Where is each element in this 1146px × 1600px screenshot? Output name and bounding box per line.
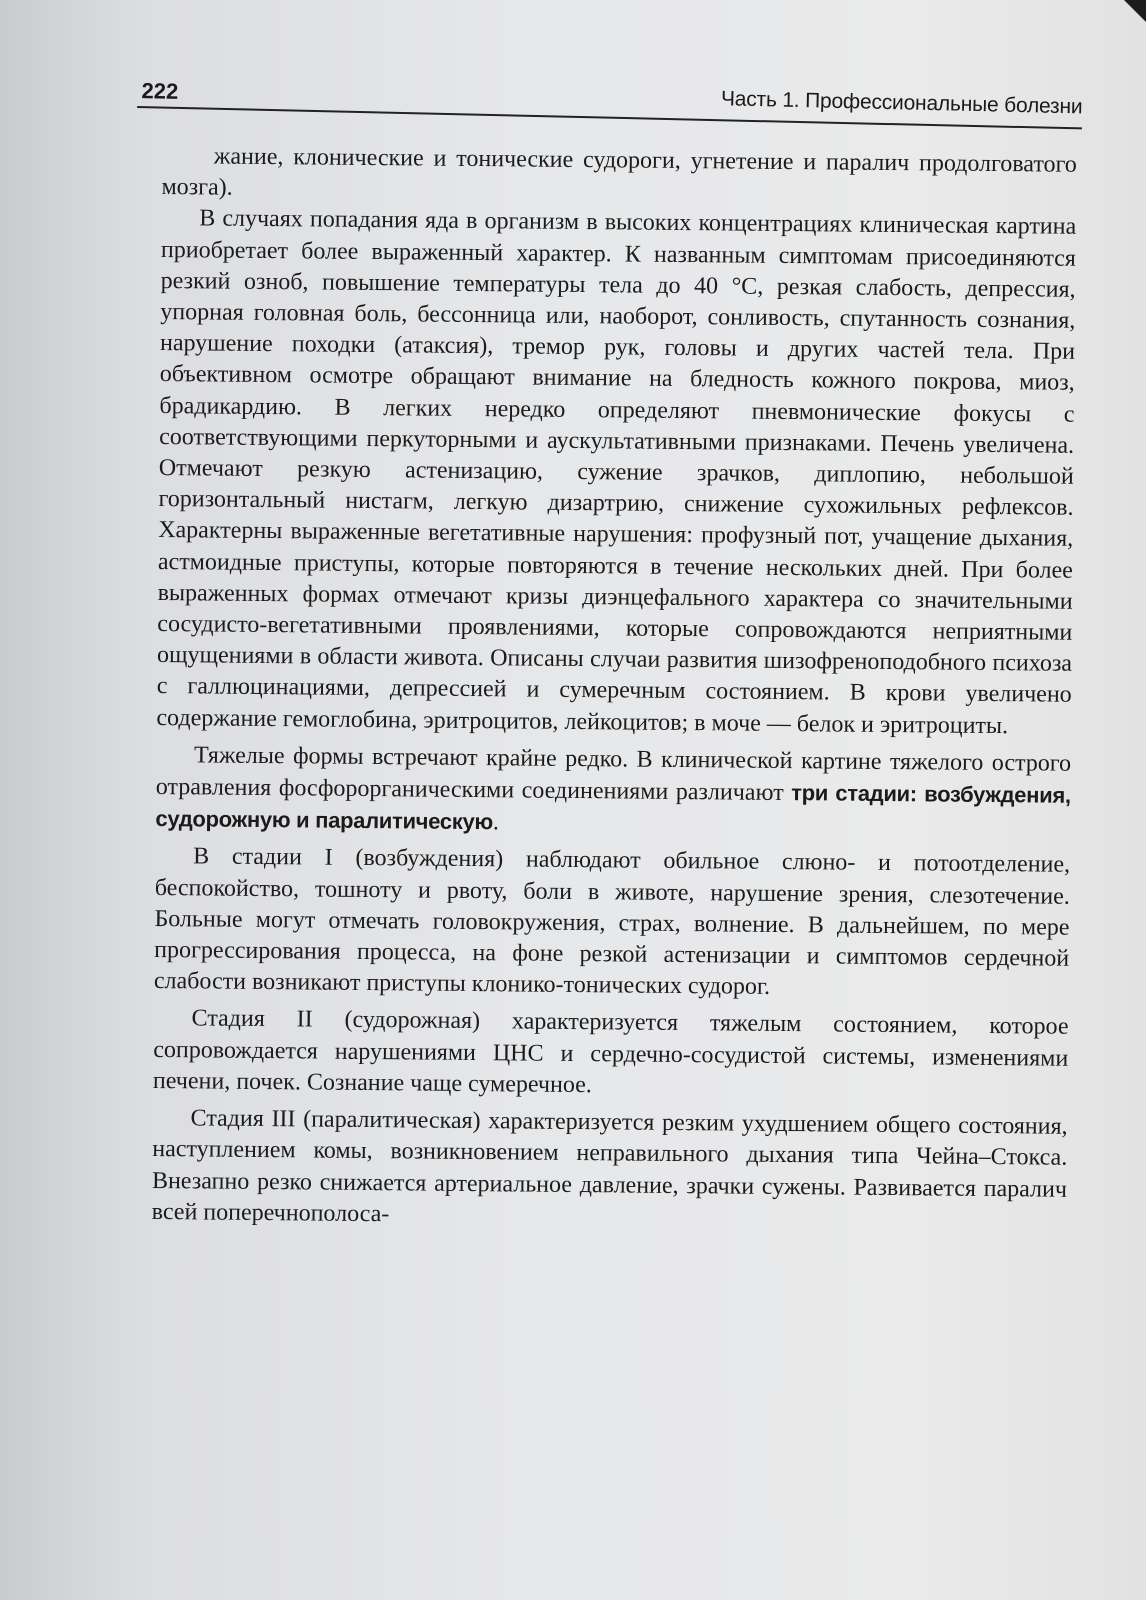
page-number: 222 — [141, 78, 179, 104]
paragraph-stage-2: Стадия II (судорожная) характеризуется тяжелым состоянием, которое сопровождается нарушениями ЦНС и сердечно-сосудистой системы, изменениями печени, почек. Сознание чаще сумеречное. — [152, 1005, 1069, 1099]
severe-forms-text: Тяжелые формы встречают крайне редко. В клинической картине тяжелого острого отравления фосфорорганическими соединениями различают — [155, 742, 1072, 807]
paragraph-continuation: жание, клонические и тонические судороги, угнетение и паралич продолговатого мозга). — [161, 143, 1077, 201]
paragraph-severe-forms — [155, 740, 1071, 844]
body-text — [152, 141, 1077, 1237]
paragraph-stage-3: Стадия III (паралитическая) характеризуется резким ухудшением общего состояния, наступлением комы, возникновением неправильного дыхания типа Чейна–Стокса. Внезапно резко снижается артериальное давление, зрачки сужены. Развивается паралич всей поперечнополоса- — [151, 1105, 1068, 1227]
severe-forms-end: . — [492, 809, 500, 836]
three-stages-bold: три стадии: возбуждения, судорожную и паралитическую — [155, 780, 1071, 835]
page-header — [137, 70, 1083, 151]
running-title: Часть 1. Профессиональные болезни — [720, 87, 1083, 119]
page-corner-shadow — [1124, 0, 1146, 22]
paragraph-high-concentration: В случаях попадания яда в организм в высоких концентрациях клиническая картина приобретает более выраженный характер. К названным симптомам присоединяются резкий озноб, повышение температуры тела до 40 °С, резкая слабость, депрессия, упорная головная боль, бессонница или, наоборот, сонливость, спутанность сознания, нарушение походки (атаксия), тремор рук, головы и других частей тела. При объективном осмотре обращают внимание на бледность кожного покрова, миоз, брадикардию. В легких нередко определяют пневмонические фокусы с соответствующими перкуторными и аускультативными признаками. Печень увеличена. Отмечают резкую астенизацию, сужение зрачков, диплопию, небольшой горизонтальный нистагм, легкую дизартрию, снижение сухожильных рефлексов. Характерны выраженные вегетативные нарушения: профузный пот, учащение дыхания, астмоидные приступы, которые повторяются в течение нескольких дней. При более выраженных формах отмечают кризы диэнцефального характера со значительными сосудисто-вегетативными проявлениями, которые сопровождаются неприятными ощущениями в области живота. Описаны случаи развития шизофреноподобного психоза с галлюцинациями, депрессией и сумеречным состоянием. В крови увеличено содержание гемоглобина, эритроцитов, лейкоцитов; в моче — белок и эритроциты. — [156, 205, 1077, 739]
paragraph-stage-1: В стадии I (возбуждения) наблюдают обильное слюно- и потоотделение, беспокойство, тошноту и рвоту, боли в животе, нарушение зрения, слезотечение. Больные могут отмечать головокружения, страх, волнение. В дальнейшем, по мере прогрессирования процесса, на фоне резкой астенизации и симптомов сердечной слабости возникают приступы клонико-тонических судорог. — [153, 843, 1071, 1001]
